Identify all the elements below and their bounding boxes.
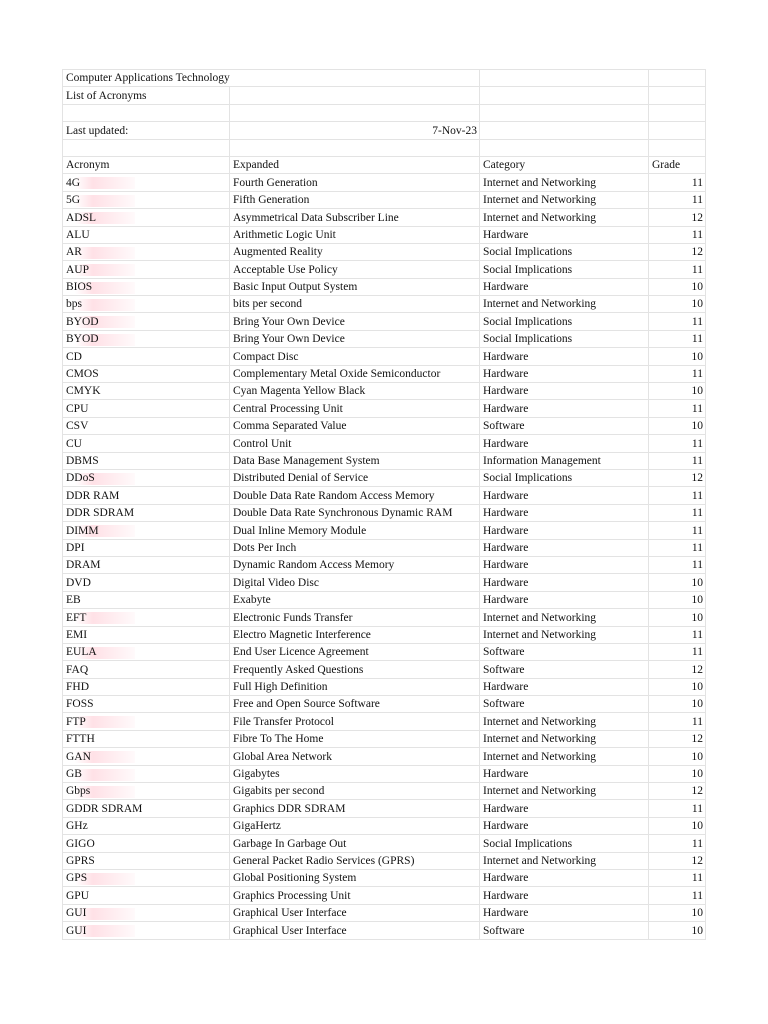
category-cell[interactable]: Social Implications — [480, 313, 649, 330]
table-row — [63, 713, 706, 730]
acronym-cell[interactable]: bps — [63, 296, 230, 313]
grade-cell[interactable]: 10 — [649, 696, 706, 713]
category-cell[interactable]: Hardware — [480, 591, 649, 608]
category-cell[interactable]: Hardware — [480, 348, 649, 365]
category-cell[interactable]: Social Implications — [480, 469, 649, 486]
expanded-cell[interactable]: Graphics Processing Unit — [230, 887, 480, 904]
category-cell[interactable]: Hardware — [480, 226, 649, 243]
expanded-cell[interactable]: Complementary Metal Oxide Semiconductor — [230, 365, 480, 382]
acronym-sheet — [62, 69, 706, 940]
grade-cell[interactable]: 10 — [649, 383, 706, 400]
empty-cell[interactable] — [480, 87, 649, 104]
grade-cell[interactable]: 11 — [649, 504, 706, 521]
acronym-cell[interactable]: GPU — [63, 887, 230, 904]
acronym-cell[interactable]: CMOS — [63, 365, 230, 382]
last-updated-date[interactable]: 7-Nov-23 — [230, 122, 480, 139]
acronym-cell[interactable]: DDoS — [63, 469, 230, 486]
grade-cell[interactable]: 10 — [649, 574, 706, 591]
table-row — [63, 174, 706, 191]
expanded-cell[interactable]: General Packet Radio Services (GPRS) — [230, 852, 480, 869]
title-row — [63, 70, 706, 87]
empty-cell[interactable] — [649, 87, 706, 104]
acronym-cell[interactable]: EFT — [63, 609, 230, 626]
category-cell[interactable]: Hardware — [480, 522, 649, 539]
acronym-cell[interactable]: BYOD — [63, 330, 230, 347]
subtitle-row — [63, 87, 706, 104]
empty-cell[interactable] — [649, 104, 706, 121]
acronym-cell[interactable]: EB — [63, 591, 230, 608]
acronym-cell[interactable]: DIMM — [63, 522, 230, 539]
acronym-cell[interactable]: GIGO — [63, 835, 230, 852]
grade-cell[interactable]: 10 — [649, 748, 706, 765]
expanded-cell[interactable]: Distributed Denial of Service — [230, 469, 480, 486]
empty-cell[interactable] — [649, 122, 706, 139]
grade-cell[interactable]: 11 — [649, 261, 706, 278]
table-row — [63, 191, 706, 208]
grade-cell[interactable]: 10 — [649, 348, 706, 365]
table-row — [63, 835, 706, 852]
grade-cell[interactable]: 11 — [649, 522, 706, 539]
category-cell[interactable]: Internet and Networking — [480, 191, 649, 208]
grade-cell[interactable]: 11 — [649, 191, 706, 208]
table-row — [63, 400, 706, 417]
acronym-cell[interactable]: 4G — [63, 174, 230, 191]
expanded-cell[interactable]: Bring Your Own Device — [230, 313, 480, 330]
table-row — [63, 609, 706, 626]
acronym-cell[interactable]: CMYK — [63, 383, 230, 400]
table-row — [63, 522, 706, 539]
expanded-cell[interactable]: End User Licence Agreement — [230, 643, 480, 660]
acronym-cell[interactable]: CSV — [63, 417, 230, 434]
acronym-cell[interactable]: FHD — [63, 678, 230, 695]
acronym-cell[interactable]: AUP — [63, 261, 230, 278]
expanded-cell[interactable]: Gigabits per second — [230, 783, 480, 800]
expanded-cell[interactable]: Graphics DDR SDRAM — [230, 800, 480, 817]
grade-cell[interactable]: 10 — [649, 922, 706, 939]
table-row — [63, 800, 706, 817]
table-row — [63, 209, 706, 226]
category-cell[interactable]: Internet and Networking — [480, 209, 649, 226]
expanded-cell[interactable]: Fifth Generation — [230, 191, 480, 208]
grade-cell[interactable]: 10 — [649, 765, 706, 782]
grade-cell[interactable]: 11 — [649, 330, 706, 347]
acronym-cell[interactable]: DPI — [63, 539, 230, 556]
blank-row — [63, 139, 706, 156]
grade-cell[interactable]: 10 — [649, 591, 706, 608]
expanded-cell[interactable]: Double Data Rate Synchronous Dynamic RAM — [230, 504, 480, 521]
grade-cell[interactable]: 11 — [649, 643, 706, 660]
table-row — [63, 296, 706, 313]
grade-cell[interactable]: 11 — [649, 713, 706, 730]
expanded-cell[interactable]: Dual Inline Memory Module — [230, 522, 480, 539]
expanded-cell[interactable]: Data Base Management System — [230, 452, 480, 469]
grade-cell[interactable]: 11 — [649, 313, 706, 330]
category-cell[interactable]: Hardware — [480, 817, 649, 834]
table-row — [63, 626, 706, 643]
table-row — [63, 852, 706, 869]
acronym-cell[interactable]: GPS — [63, 869, 230, 886]
table-row — [63, 469, 706, 486]
table-row — [63, 696, 706, 713]
expanded-cell[interactable]: Gigabytes — [230, 765, 480, 782]
expanded-cell[interactable]: Electronic Funds Transfer — [230, 609, 480, 626]
category-cell[interactable]: Hardware — [480, 574, 649, 591]
table-row — [63, 748, 706, 765]
acronym-cell[interactable]: ADSL — [63, 209, 230, 226]
table-row — [63, 643, 706, 660]
category-cell[interactable]: Hardware — [480, 435, 649, 452]
updated-row — [63, 122, 706, 139]
grade-cell[interactable]: 11 — [649, 452, 706, 469]
acronym-cell[interactable]: ALU — [63, 226, 230, 243]
acronym-cell[interactable]: GPRS — [63, 852, 230, 869]
acronym-cell[interactable]: EULA — [63, 643, 230, 660]
column-header-acronym[interactable]: Acronym — [63, 156, 230, 173]
grade-cell[interactable]: 11 — [649, 835, 706, 852]
grade-cell[interactable]: 10 — [649, 296, 706, 313]
acronym-cell[interactable]: CU — [63, 435, 230, 452]
grade-cell[interactable]: 11 — [649, 487, 706, 504]
grade-cell[interactable]: 11 — [649, 435, 706, 452]
category-cell[interactable]: Software — [480, 696, 649, 713]
acronym-cell[interactable]: Gbps — [63, 783, 230, 800]
category-cell[interactable]: Information Management — [480, 452, 649, 469]
grade-cell[interactable]: 11 — [649, 365, 706, 382]
expanded-cell[interactable]: Central Processing Unit — [230, 400, 480, 417]
expanded-cell[interactable]: Basic Input Output System — [230, 278, 480, 295]
empty-cell[interactable] — [230, 139, 480, 156]
expanded-cell[interactable]: Augmented Reality — [230, 243, 480, 260]
table-row — [63, 556, 706, 573]
empty-cell[interactable] — [230, 104, 480, 121]
expanded-cell[interactable]: Global Positioning System — [230, 869, 480, 886]
expanded-cell[interactable]: Full High Definition — [230, 678, 480, 695]
expanded-cell[interactable]: Free and Open Source Software — [230, 696, 480, 713]
grade-cell[interactable]: 11 — [649, 174, 706, 191]
table-row — [63, 383, 706, 400]
acronym-cell[interactable]: GDDR SDRAM — [63, 800, 230, 817]
empty-cell[interactable] — [480, 70, 649, 87]
acronym-cell[interactable]: DRAM — [63, 556, 230, 573]
grade-cell[interactable]: 11 — [649, 226, 706, 243]
grade-cell[interactable]: 11 — [649, 869, 706, 886]
expanded-cell[interactable]: Graphical User Interface — [230, 904, 480, 921]
category-cell[interactable]: Internet and Networking — [480, 609, 649, 626]
category-cell[interactable]: Hardware — [480, 400, 649, 417]
grade-cell[interactable]: 11 — [649, 800, 706, 817]
grade-cell[interactable]: 11 — [649, 556, 706, 573]
table-row — [63, 765, 706, 782]
expanded-cell[interactable]: Dynamic Random Access Memory — [230, 556, 480, 573]
acronym-cell[interactable]: GHz — [63, 817, 230, 834]
category-cell[interactable]: Internet and Networking — [480, 852, 649, 869]
grade-cell[interactable]: 10 — [649, 817, 706, 834]
table-row — [63, 348, 706, 365]
category-cell[interactable]: Hardware — [480, 678, 649, 695]
acronym-cell[interactable]: FTP — [63, 713, 230, 730]
category-cell[interactable]: Hardware — [480, 556, 649, 573]
acronym-cell[interactable]: GB — [63, 765, 230, 782]
table-row — [63, 574, 706, 591]
category-cell[interactable]: Hardware — [480, 278, 649, 295]
expanded-cell[interactable]: Compact Disc — [230, 348, 480, 365]
empty-cell[interactable] — [63, 139, 230, 156]
grade-cell[interactable]: 12 — [649, 661, 706, 678]
expanded-cell[interactable]: Acceptable Use Policy — [230, 261, 480, 278]
expanded-cell[interactable]: File Transfer Protocol — [230, 713, 480, 730]
table-row — [63, 504, 706, 521]
acronym-cell[interactable]: GUI — [63, 922, 230, 939]
empty-cell[interactable] — [649, 139, 706, 156]
grade-cell[interactable]: 12 — [649, 469, 706, 486]
grade-cell[interactable]: 12 — [649, 730, 706, 747]
acronym-cell[interactable]: BIOS — [63, 278, 230, 295]
expanded-cell[interactable]: Comma Separated Value — [230, 417, 480, 434]
table-row — [63, 661, 706, 678]
table-row — [63, 730, 706, 747]
category-cell[interactable]: Software — [480, 417, 649, 434]
category-cell[interactable]: Hardware — [480, 487, 649, 504]
column-header-row — [63, 156, 706, 173]
expanded-cell[interactable]: bits per second — [230, 296, 480, 313]
category-cell[interactable]: Hardware — [480, 504, 649, 521]
table-row — [63, 452, 706, 469]
acronym-cell[interactable]: DBMS — [63, 452, 230, 469]
acronym-cell[interactable]: 5G — [63, 191, 230, 208]
grade-cell[interactable]: 10 — [649, 278, 706, 295]
table-row — [63, 313, 706, 330]
category-cell[interactable]: Software — [480, 922, 649, 939]
table-row — [63, 243, 706, 260]
acronym-cell[interactable]: DDR SDRAM — [63, 504, 230, 521]
column-header-expanded[interactable]: Expanded — [230, 156, 480, 173]
table-row — [63, 678, 706, 695]
category-cell[interactable]: Software — [480, 661, 649, 678]
last-updated-label[interactable]: Last updated: — [63, 122, 230, 139]
expanded-cell[interactable]: Frequently Asked Questions — [230, 661, 480, 678]
category-cell[interactable]: Internet and Networking — [480, 174, 649, 191]
expanded-cell[interactable]: Fourth Generation — [230, 174, 480, 191]
acronym-cell[interactable]: GUI — [63, 904, 230, 921]
empty-cell[interactable] — [649, 70, 706, 87]
category-cell[interactable]: Internet and Networking — [480, 713, 649, 730]
grade-cell[interactable]: 11 — [649, 626, 706, 643]
category-cell[interactable]: Hardware — [480, 383, 649, 400]
expanded-cell[interactable]: Graphical User Interface — [230, 922, 480, 939]
column-header-grade[interactable]: Grade — [649, 156, 706, 173]
acronym-cell[interactable]: FOSS — [63, 696, 230, 713]
category-cell[interactable]: Social Implications — [480, 330, 649, 347]
category-cell[interactable]: Internet and Networking — [480, 730, 649, 747]
category-cell[interactable]: Hardware — [480, 765, 649, 782]
acronym-cell[interactable]: DVD — [63, 574, 230, 591]
table-row — [63, 539, 706, 556]
acronym-cell[interactable]: FTTH — [63, 730, 230, 747]
expanded-cell[interactable]: Digital Video Disc — [230, 574, 480, 591]
category-cell[interactable]: Hardware — [480, 539, 649, 556]
empty-cell[interactable] — [230, 87, 480, 104]
grade-cell[interactable]: 12 — [649, 852, 706, 869]
empty-cell[interactable] — [480, 122, 649, 139]
table-row — [63, 417, 706, 434]
empty-cell[interactable] — [63, 104, 230, 121]
category-cell[interactable]: Social Implications — [480, 835, 649, 852]
expanded-cell[interactable]: Double Data Rate Random Access Memory — [230, 487, 480, 504]
category-cell[interactable]: Social Implications — [480, 243, 649, 260]
grade-cell[interactable]: 12 — [649, 243, 706, 260]
acronym-cell[interactable]: EMI — [63, 626, 230, 643]
blank-row — [63, 104, 706, 121]
empty-cell[interactable] — [480, 104, 649, 121]
expanded-cell[interactable]: Fibre To The Home — [230, 730, 480, 747]
table-row — [63, 887, 706, 904]
table-row — [63, 261, 706, 278]
expanded-cell[interactable]: GigaHertz — [230, 817, 480, 834]
table-row — [63, 591, 706, 608]
grade-cell[interactable]: 11 — [649, 539, 706, 556]
grade-cell[interactable]: 11 — [649, 887, 706, 904]
table-row — [63, 278, 706, 295]
category-cell[interactable]: Internet and Networking — [480, 748, 649, 765]
acronym-cell[interactable]: DDR RAM — [63, 487, 230, 504]
category-cell[interactable]: Software — [480, 643, 649, 660]
acronym-cell[interactable]: FAQ — [63, 661, 230, 678]
table-row — [63, 783, 706, 800]
category-cell[interactable]: Internet and Networking — [480, 296, 649, 313]
table-row — [63, 487, 706, 504]
grade-cell[interactable]: 11 — [649, 400, 706, 417]
acronym-cell[interactable]: GAN — [63, 748, 230, 765]
grade-cell[interactable]: 10 — [649, 904, 706, 921]
table-row — [63, 817, 706, 834]
sheet-subtitle[interactable]: List of Acronyms — [63, 87, 230, 104]
grade-cell[interactable]: 12 — [649, 209, 706, 226]
grade-cell[interactable]: 10 — [649, 609, 706, 626]
category-cell[interactable]: Internet and Networking — [480, 783, 649, 800]
expanded-cell[interactable]: Cyan Magenta Yellow Black — [230, 383, 480, 400]
column-header-category[interactable]: Category — [480, 156, 649, 173]
category-cell[interactable]: Hardware — [480, 904, 649, 921]
table-row — [63, 365, 706, 382]
acronym-cell[interactable]: CD — [63, 348, 230, 365]
expanded-cell[interactable]: Asymmetrical Data Subscriber Line — [230, 209, 480, 226]
acronym-cell[interactable]: AR — [63, 243, 230, 260]
acronym-cell[interactable]: BYOD — [63, 313, 230, 330]
expanded-cell[interactable]: Dots Per Inch — [230, 539, 480, 556]
expanded-cell[interactable]: Electro Magnetic Interference — [230, 626, 480, 643]
table-row — [63, 435, 706, 452]
table-row — [63, 226, 706, 243]
grade-cell[interactable]: 10 — [649, 417, 706, 434]
table-row — [63, 922, 706, 939]
expanded-cell[interactable]: Global Area Network — [230, 748, 480, 765]
category-cell[interactable]: Hardware — [480, 869, 649, 886]
acronym-cell[interactable]: CPU — [63, 400, 230, 417]
table-row — [63, 869, 706, 886]
sheet-title[interactable]: Computer Applications Technology — [63, 70, 480, 87]
expanded-cell[interactable]: Garbage In Garbage Out — [230, 835, 480, 852]
category-cell[interactable]: Internet and Networking — [480, 626, 649, 643]
grade-cell[interactable]: 10 — [649, 678, 706, 695]
category-cell[interactable]: Hardware — [480, 365, 649, 382]
empty-cell[interactable] — [480, 139, 649, 156]
expanded-cell[interactable]: Bring Your Own Device — [230, 330, 480, 347]
expanded-cell[interactable]: Exabyte — [230, 591, 480, 608]
category-cell[interactable]: Hardware — [480, 800, 649, 817]
category-cell[interactable]: Hardware — [480, 887, 649, 904]
table-row — [63, 904, 706, 921]
expanded-cell[interactable]: Arithmetic Logic Unit — [230, 226, 480, 243]
expanded-cell[interactable]: Control Unit — [230, 435, 480, 452]
category-cell[interactable]: Social Implications — [480, 261, 649, 278]
grade-cell[interactable]: 12 — [649, 783, 706, 800]
table-row — [63, 330, 706, 347]
